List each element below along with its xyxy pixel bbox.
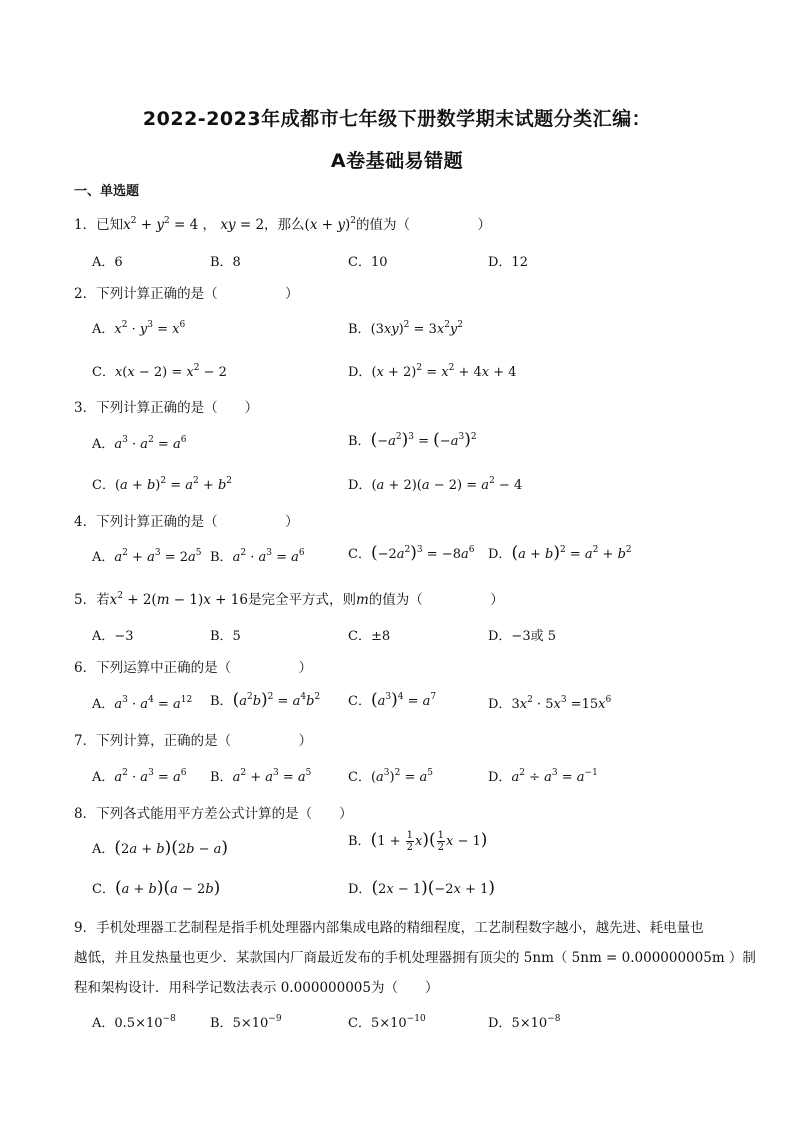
q2-option-c: C．$x(x - 2) = x^2 - 2$: [92, 363, 227, 380]
q4-option-b: B．$a^2 \cdot a^3 = a^6$: [210, 548, 305, 565]
q7-option-a: A．$a^2 \cdot a^3 = a^6$: [92, 768, 187, 785]
q3-option-a: A．$a^3 \cdot a^2 = a^6$: [92, 435, 187, 452]
q1-option-b: B．8: [210, 255, 241, 270]
question-5: 5．若$x^2 + 2(m - 1)x + 16$是完全平方式，则m的值为（ ）: [74, 591, 504, 608]
q1-mid: ，那么: [264, 217, 305, 233]
q7-option-c: C．$(a^3)^2 = a^5$: [348, 768, 434, 785]
q8-option-b: B．(1 + $\frac{1}{2}$ x)( $\frac{1}{2}$ x − 1): [348, 830, 488, 853]
question-9-line-3: 程和架构设计．用科学记数法表示 0.000000005为（ ）: [74, 980, 439, 996]
q7-option-d: D．$a^2 \div a^3 = a^{-1}$: [488, 768, 598, 785]
q2-option-b: B．$(3xy)^2 = 3x^2y^2$: [348, 320, 464, 337]
q6-option-b: B．$(a^2b)^2 = a^4b^2$: [210, 690, 321, 710]
q5-option-d: D．−3或 5: [488, 629, 556, 644]
q5-option-c: C．±8: [348, 629, 391, 644]
q6-option-a: A．$a^3 \cdot a^4 = a^{12}$: [92, 695, 193, 712]
q9-option-b: B．$5\times 10^{-9}$: [210, 1014, 282, 1031]
q3-option-b: B．$(-a^2)^3 = (-a^3)^2$: [348, 430, 477, 450]
question-3: 3．下列计算正确的是（ ）: [74, 400, 259, 416]
q1-option-c: C．10: [348, 255, 388, 270]
question-9-line-2: 越低，并且发热量也更少．某款国内厂商最近发布的手机处理器拥有顶尖的 5nm（ 5nm = 0.000000005m ）制: [74, 950, 756, 966]
q5-option-a: A．−3: [92, 629, 134, 644]
q9-option-d: D．$5\times 10^{-8}$: [488, 1014, 561, 1031]
q3-option-d: D．$(a + 2)(a - 2) = a^2 - 4$: [348, 476, 523, 493]
q4-option-d: D．$(a + b)^2 = a^2 + b^2$: [488, 543, 632, 563]
q1-number: 1．: [74, 217, 97, 233]
q8-option-d: D．(2x − 1)(−2x + 1): [348, 878, 495, 898]
q1-option-d: D．12: [488, 255, 528, 270]
q9-option-a: A．$0.5\times 10^{-8}$: [92, 1014, 176, 1031]
question-9-line-1: 9．手机处理器工艺制程是指手机处理器内部集成电路的精细程度，工艺制程数字越小，越先进、耗电量也: [74, 920, 704, 936]
question-2: 2．下列计算正确的是（ ）: [74, 286, 299, 302]
q2-option-a: A．$x^2 \cdot y^3 = x^6$: [92, 320, 186, 337]
q6-option-c: C．$(a^3)^4 = a^7$: [348, 690, 437, 710]
page-title-line2: A卷基础易错题: [330, 150, 464, 172]
question-8: 8．下列各式能用平方差公式计算的是（ ）: [74, 806, 353, 822]
question-7: 7．下列计算，正确的是（ ）: [74, 733, 313, 749]
section-heading: 一、单选题: [74, 184, 140, 199]
q4-option-a: A．$a^2 + a^3 = 2a^5$: [92, 548, 202, 565]
q9-option-c: C．$5\times 10^{-10}$: [348, 1014, 426, 1031]
q7-option-b: B．$a^2 + a^3 = a^5$: [210, 768, 312, 785]
q8-option-a: A．(2a + b)(2b − a): [92, 838, 229, 858]
q5-option-b: B．5: [210, 629, 241, 644]
q8-option-c: C．(a + b)(a − 2b): [92, 878, 221, 898]
q1-option-a: A．6: [92, 255, 123, 270]
question-6: 6．下列运算中正确的是（ ）: [74, 660, 313, 676]
q1-suffix: 的值为（ ）: [356, 217, 492, 233]
q3-option-c: C．$(a + b)^2 = a^2 + b^2$: [92, 476, 233, 493]
q4-option-c: C．$(-2a^2)^3 = -8a^6$: [348, 543, 475, 563]
question-4: 4．下列计算正确的是（ ）: [74, 514, 299, 530]
q6-option-d: D．$3x^2 \cdot 5x^3 =15x^6$: [488, 695, 612, 712]
page-title-line1: 2022-2023年成都市七年级下册数学期末试题分类汇编：: [142, 108, 652, 130]
q1-prefix: 已知: [96, 217, 124, 233]
question-1: 1．已知$x^2 + y^2 = 4$ ， xy = 2，那么$(x + y)^2$的值为（ ）: [74, 216, 492, 233]
q2-option-d: D．$(x + 2)^2 = x^2 + 4x + 4$: [348, 363, 517, 380]
